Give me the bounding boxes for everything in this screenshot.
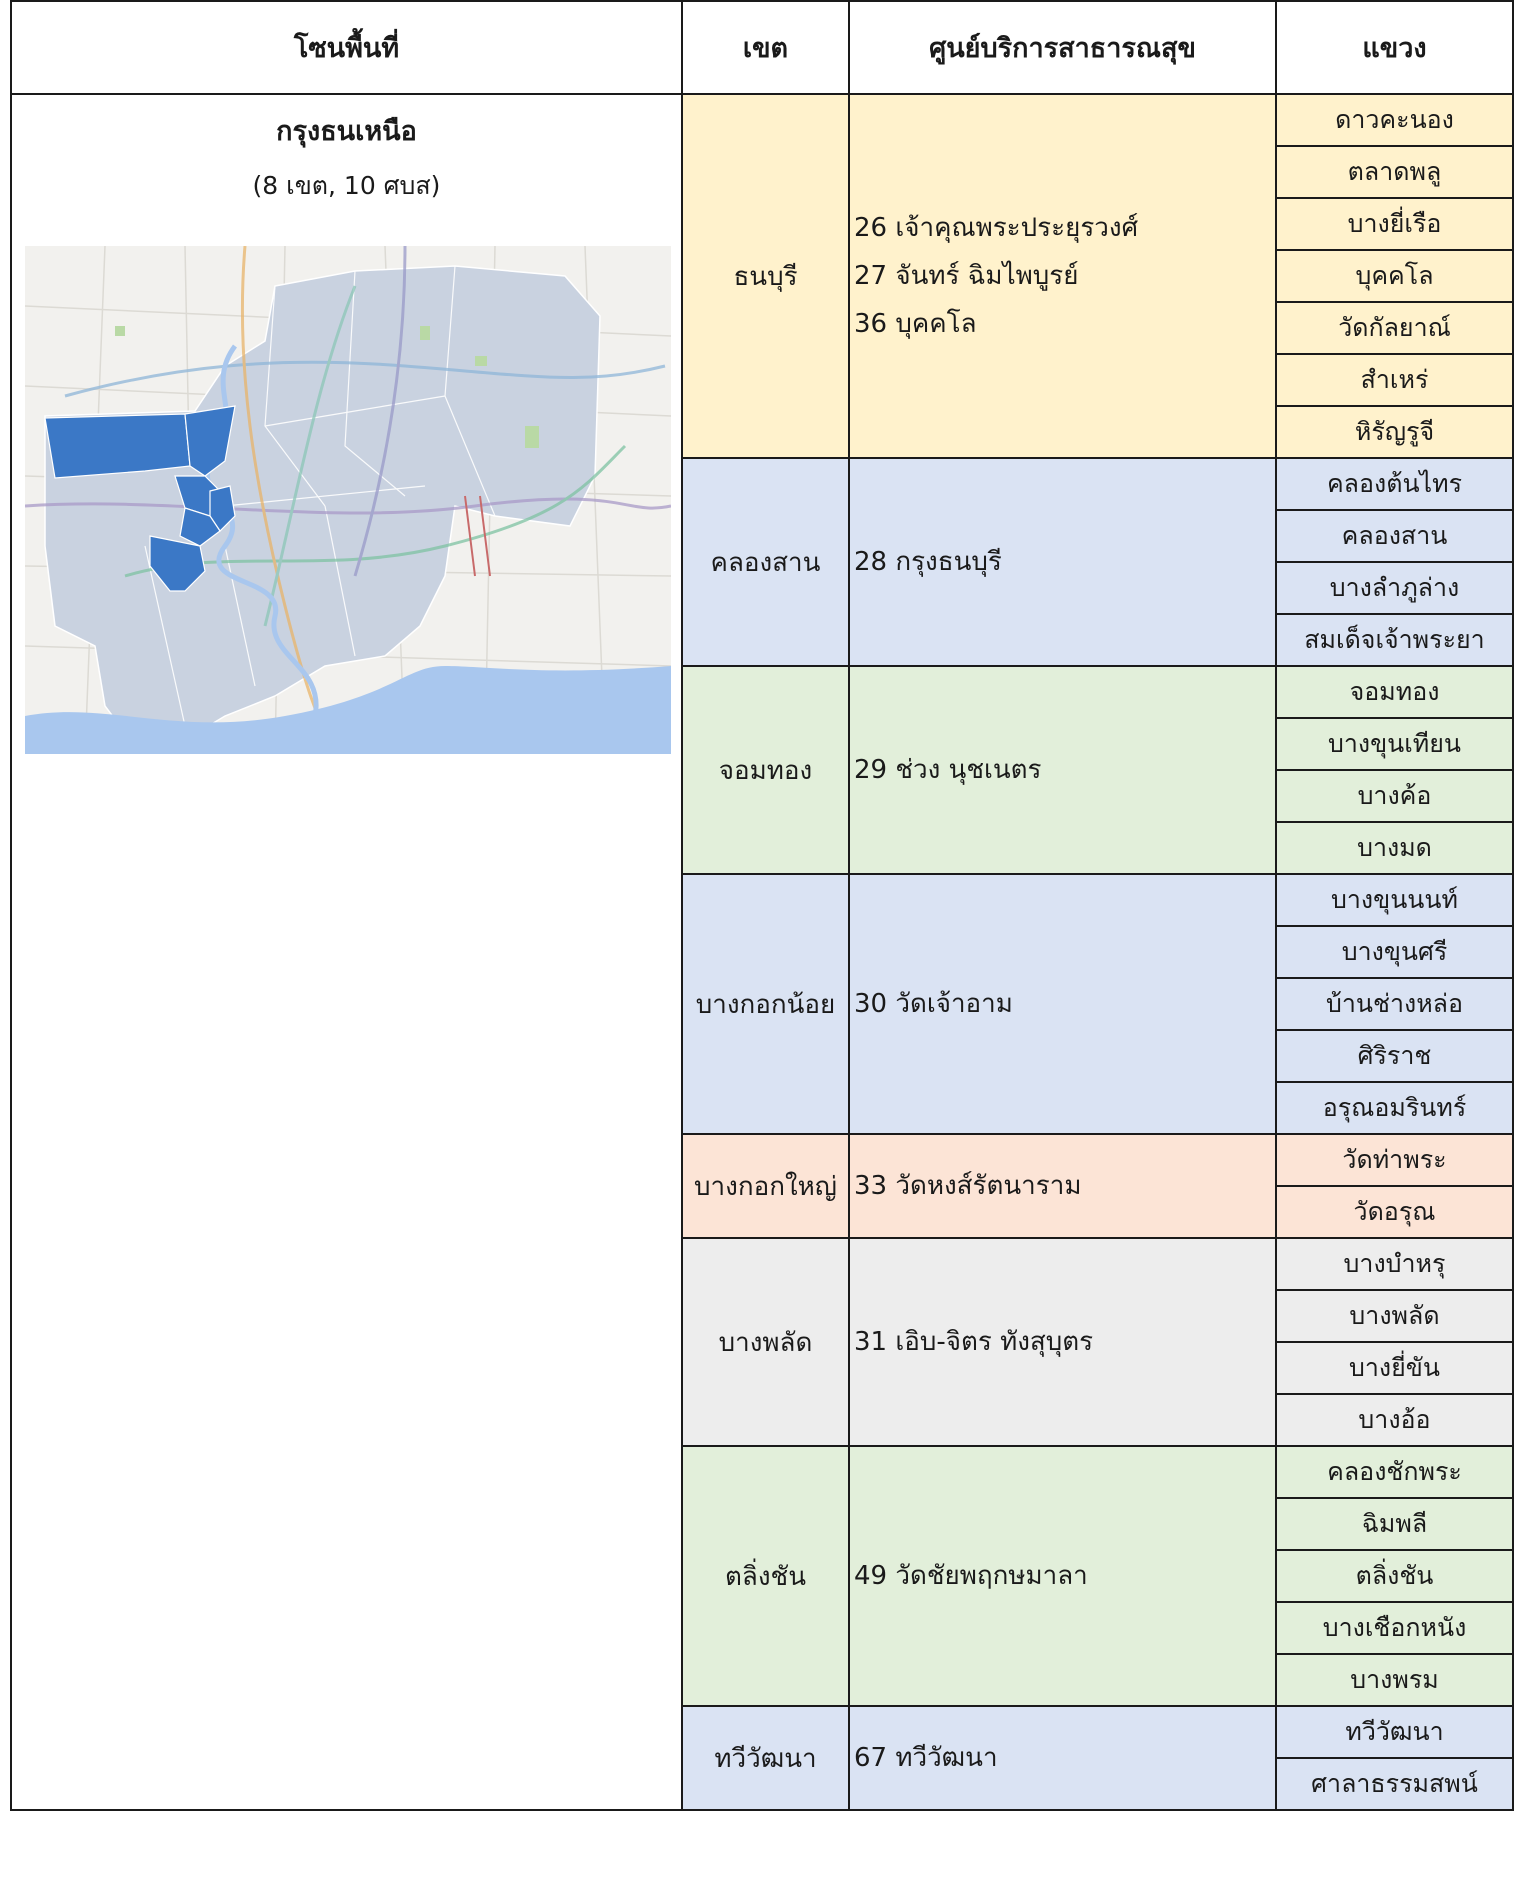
health-center-name: 31 เอิบ-จิตร ทังสุบุตร	[854, 1327, 1094, 1357]
health-center-name: 27 จันทร์ ฉิมไพบูรย์	[854, 261, 1079, 291]
subdistrict-cell: บางลำภูล่าง	[1276, 562, 1513, 614]
health-center-cell	[849, 1238, 1276, 1446]
subdistrict-cell: บ้านช่างหล่อ	[1276, 978, 1513, 1030]
subdistrict-cell: วัดอรุณ	[1276, 1186, 1513, 1238]
subdistrict-cell: สมเด็จเจ้าพระยา	[1276, 614, 1513, 666]
district-cell: ตลิ่งชัน	[682, 1446, 849, 1706]
health-center-cell	[849, 1706, 1276, 1810]
subdistrict-cell: บางอ้อ	[1276, 1394, 1513, 1446]
subdistrict-cell: บางเชือกหนัง	[1276, 1602, 1513, 1654]
district-cell: บางพลัด	[682, 1238, 849, 1446]
zone-map	[25, 246, 671, 754]
zone-subtitle: (8 เขต, 10 ศบส)	[252, 171, 441, 200]
subdistrict-cell: คลองสาน	[1276, 510, 1513, 562]
subdistrict-cell: อรุณอมรินทร์	[1276, 1082, 1513, 1134]
subdistrict-cell: ศาลาธรรมสพน์	[1276, 1758, 1513, 1810]
subdistrict-cell: ตลิ่งชัน	[1276, 1550, 1513, 1602]
health-center-cell	[849, 458, 1276, 666]
health-center-name: 29 ช่วง นุชเนตร	[854, 755, 1042, 785]
header-row	[11, 1, 1513, 94]
health-center-name: 30 วัดเจ้าอาม	[854, 989, 1013, 1019]
subdistrict-cell: ดาวคะนอง	[1276, 94, 1513, 146]
subdistrict-cell: บางพรม	[1276, 1654, 1513, 1706]
subdistrict-cell: คลองต้นไทร	[1276, 458, 1513, 510]
subdistrict-cell: หิรัญรูจี	[1276, 406, 1513, 458]
subdistrict-cell: คลองชักพระ	[1276, 1446, 1513, 1498]
district-cell: บางกอกน้อย	[682, 874, 849, 1134]
district-cell: บางกอกใหญ่	[682, 1134, 849, 1238]
subdistrict-cell: ศิริราช	[1276, 1030, 1513, 1082]
health-center-cell	[849, 1134, 1276, 1238]
zone-table-sheet	[10, 0, 1512, 1877]
subdistrict-cell: บางค้อ	[1276, 770, 1513, 822]
subdistrict-cell: บางมด	[1276, 822, 1513, 874]
subdistrict-cell: ทวีวัฒนา	[1276, 1706, 1513, 1758]
zone-title: กรุงธนเหนือ	[276, 116, 417, 147]
subdistrict-cell: บางขุนนนท์	[1276, 874, 1513, 926]
header-center: ศูนย์บริการสาธารณสุข	[849, 1, 1276, 94]
health-center-cell	[849, 666, 1276, 874]
table-row	[11, 94, 1513, 146]
subdistrict-cell: บางขุนเทียน	[1276, 718, 1513, 770]
header-subdistrict: แขวง	[1276, 1, 1513, 94]
subdistrict-cell: บางบำหรุ	[1276, 1238, 1513, 1290]
subdistrict-cell: จอมทอง	[1276, 666, 1513, 718]
subdistrict-cell: บางยี่ขัน	[1276, 1342, 1513, 1394]
subdistrict-cell: บางยี่เรือ	[1276, 198, 1513, 250]
table-body	[11, 94, 1513, 1810]
subdistrict-cell: สำเหร่	[1276, 354, 1513, 406]
subdistrict-cell: ตลาดพลู	[1276, 146, 1513, 198]
header-district: เขต	[682, 1, 849, 94]
header-zone: โซนพื้นที่	[11, 1, 682, 94]
health-center-cell	[849, 94, 1276, 458]
zone-cell	[11, 94, 682, 1810]
health-center-name: 28 กรุงธนบุรี	[854, 547, 1002, 577]
health-center-name: 33 วัดหงส์รัตนาราม	[854, 1171, 1082, 1201]
health-center-cell	[849, 1446, 1276, 1706]
district-cell: ทวีวัฒนา	[682, 1706, 849, 1810]
subdistrict-cell: ฉิมพลี	[1276, 1498, 1513, 1550]
subdistrict-cell: วัดกัลยาณ์	[1276, 302, 1513, 354]
subdistrict-cell: บางพลัด	[1276, 1290, 1513, 1342]
district-cell: คลองสาน	[682, 458, 849, 666]
health-center-name: 36 บุคคโล	[854, 309, 977, 339]
zone-table	[10, 0, 1514, 1811]
health-center-name: 49 วัดชัยพฤกษมาลา	[854, 1561, 1088, 1591]
health-center-name: 26 เจ้าคุณพระประยุรวงศ์	[854, 213, 1139, 243]
district-cell: ธนบุรี	[682, 94, 849, 458]
district-cell: จอมทอง	[682, 666, 849, 874]
bangkok-map-image	[25, 246, 671, 754]
health-center-cell	[849, 874, 1276, 1134]
subdistrict-cell: บางขุนศรี	[1276, 926, 1513, 978]
health-center-name: 67 ทวีวัฒนา	[854, 1743, 998, 1773]
subdistrict-cell: บุคคโล	[1276, 250, 1513, 302]
subdistrict-cell: วัดท่าพระ	[1276, 1134, 1513, 1186]
